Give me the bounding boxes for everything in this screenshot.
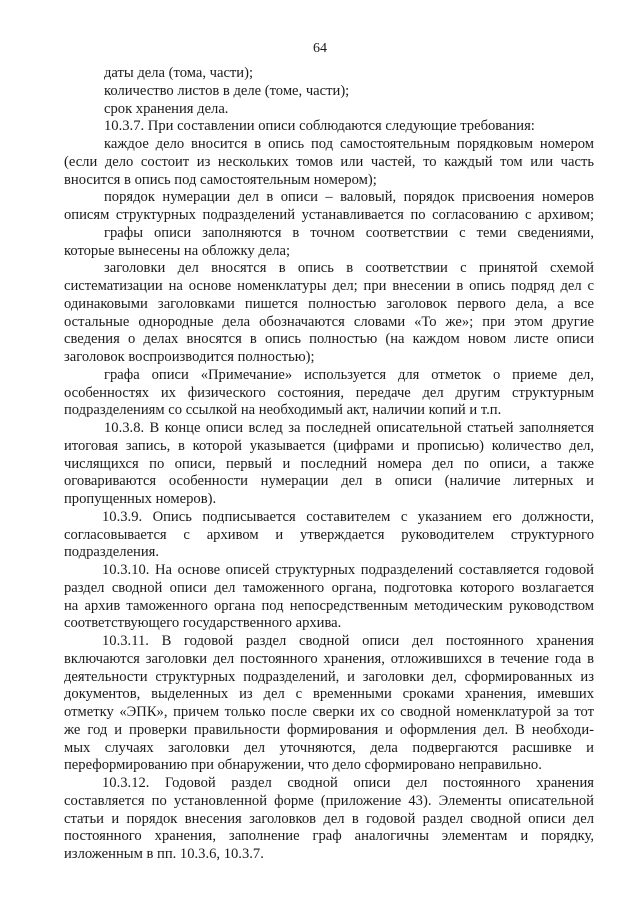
text-line: даты дела (тома, части); (104, 65, 254, 81)
text-line: числящихся по описи, первый и последний номера дел по описи, а также (64, 455, 594, 472)
text-line: постоянного хранения, заполнение граф аналогичны элементам и порядку, (64, 828, 594, 845)
text-line: отметку «ЭПК», причем только после сверки их со сводной номенклатурой за тот (64, 704, 594, 720)
text-line: 10.3.12. Годовой раздел сводной описи дел постоянного хранения (102, 775, 594, 791)
text-line: изложенным в пп. 10.3.6, 10.3.7. (64, 846, 264, 862)
text-line: остальные однородные дела обозначаются словами «То же»; при этом другие (64, 313, 594, 330)
text-line: оговариваются особенности нумерации дел в описи (наличие литерных и (64, 473, 594, 490)
text-line: 10.3.7. При составлении описи соблюдаются следующие требования: (104, 118, 535, 135)
text-line: систематизации на основе номенклатуры дел; при внесении в опись подряд дел с (64, 278, 594, 294)
text-line: заголовок воспроизводится полностью); (64, 349, 315, 365)
text-line: соответствующего государственного архива. (64, 615, 342, 632)
text-line: каждое дело вносится в опись под самостоятельным порядковым номером (104, 136, 594, 152)
text-line: деятельности структурных подразделений, и заголовки дел, сформированных из (64, 668, 594, 685)
text-line: сведения о делах вносятся в опись полностью (на каждом новом листе описи (64, 331, 594, 348)
document-body (64, 65, 594, 864)
text-line: документов, выделенных из дел с временными сроками хранения, имевших (64, 686, 594, 703)
text-line: графы описи заполняются в точном соответствии с теми сведениями, (104, 224, 594, 241)
text-line: подразделения. (64, 544, 160, 561)
text-line: статьи и порядок внесения заголовков дел в годовой раздел сводной описи дел (64, 810, 594, 827)
text-line: раздел сводной описи дел таможенного органа, подготовка которого возлагается (64, 579, 594, 596)
text-line: срок хранения дела. (104, 100, 229, 117)
text-line: особенностях их физического состояния, передаче дел другим структурным (64, 384, 594, 401)
text-line: переформированию при обнаружении, что дело сформировано неправильно. (64, 757, 542, 774)
text-line: подразделениям со ссылкой на необходимый акт, наличии копий и т.п. (64, 402, 502, 419)
text-line: согласовывается с архивом и утверждается руководителем структурного (64, 526, 594, 543)
text-line: вносится в опись под самостоятельным номером); (64, 171, 377, 188)
text-line: на архив таможенного органа под непосредственным методическим руководством (64, 597, 594, 614)
page-number: 64 (313, 41, 327, 56)
text-line: 10.3.9. Опись подписывается составителем с указанием его должности, (102, 508, 594, 525)
text-line: которые вынесены на обложку дела; (64, 242, 291, 259)
text-line: описям структурных подразделений устанавливается по согласованию с архивом; (64, 207, 594, 223)
text-line: включаются заголовки дел постоянного хранения, отложившихся в течение года в (64, 650, 594, 667)
text-line: мых случаях заголовки дел уточняются, дела подвергаются расшивке и (64, 739, 594, 756)
text-line: же год и проверки правильности формирования и оформления дел. В необходи- (64, 721, 594, 738)
text-line: 10.3.10. На основе описей структурных подразделений составляется годовой (102, 562, 594, 578)
text-line: порядок нумерации дел в описи – валовый, порядок присвоения номеров (104, 189, 594, 206)
text-line: пропущенных номеров). (64, 491, 217, 507)
text-line: заголовки дел вносятся в опись в соответствии с принятой схемой (104, 260, 594, 277)
text-line: составляется по установленной форме (приложение 43). Элементы описательной (64, 792, 594, 809)
text-line: 10.3.8. В конце описи вслед за последней описательной статьей заполняется (104, 420, 594, 436)
text-line: (если дело состоит из нескольких томов или частей, то каждый том или часть (64, 153, 594, 170)
text-line: количество листов в деле (томе, части); (104, 82, 350, 99)
text-line: графа описи «Примечание» используется для отметок о приеме дел, (104, 366, 594, 383)
text-line: 10.3.11. В годовой раздел сводной описи дел постоянного хранения (102, 633, 594, 649)
text-line: итоговая запись, в которой указывается (цифрами и прописью) количество дел, (64, 437, 594, 454)
text-line: одинаковыми заголовками пишется полностью заголовок первого дела, а все (64, 295, 594, 312)
